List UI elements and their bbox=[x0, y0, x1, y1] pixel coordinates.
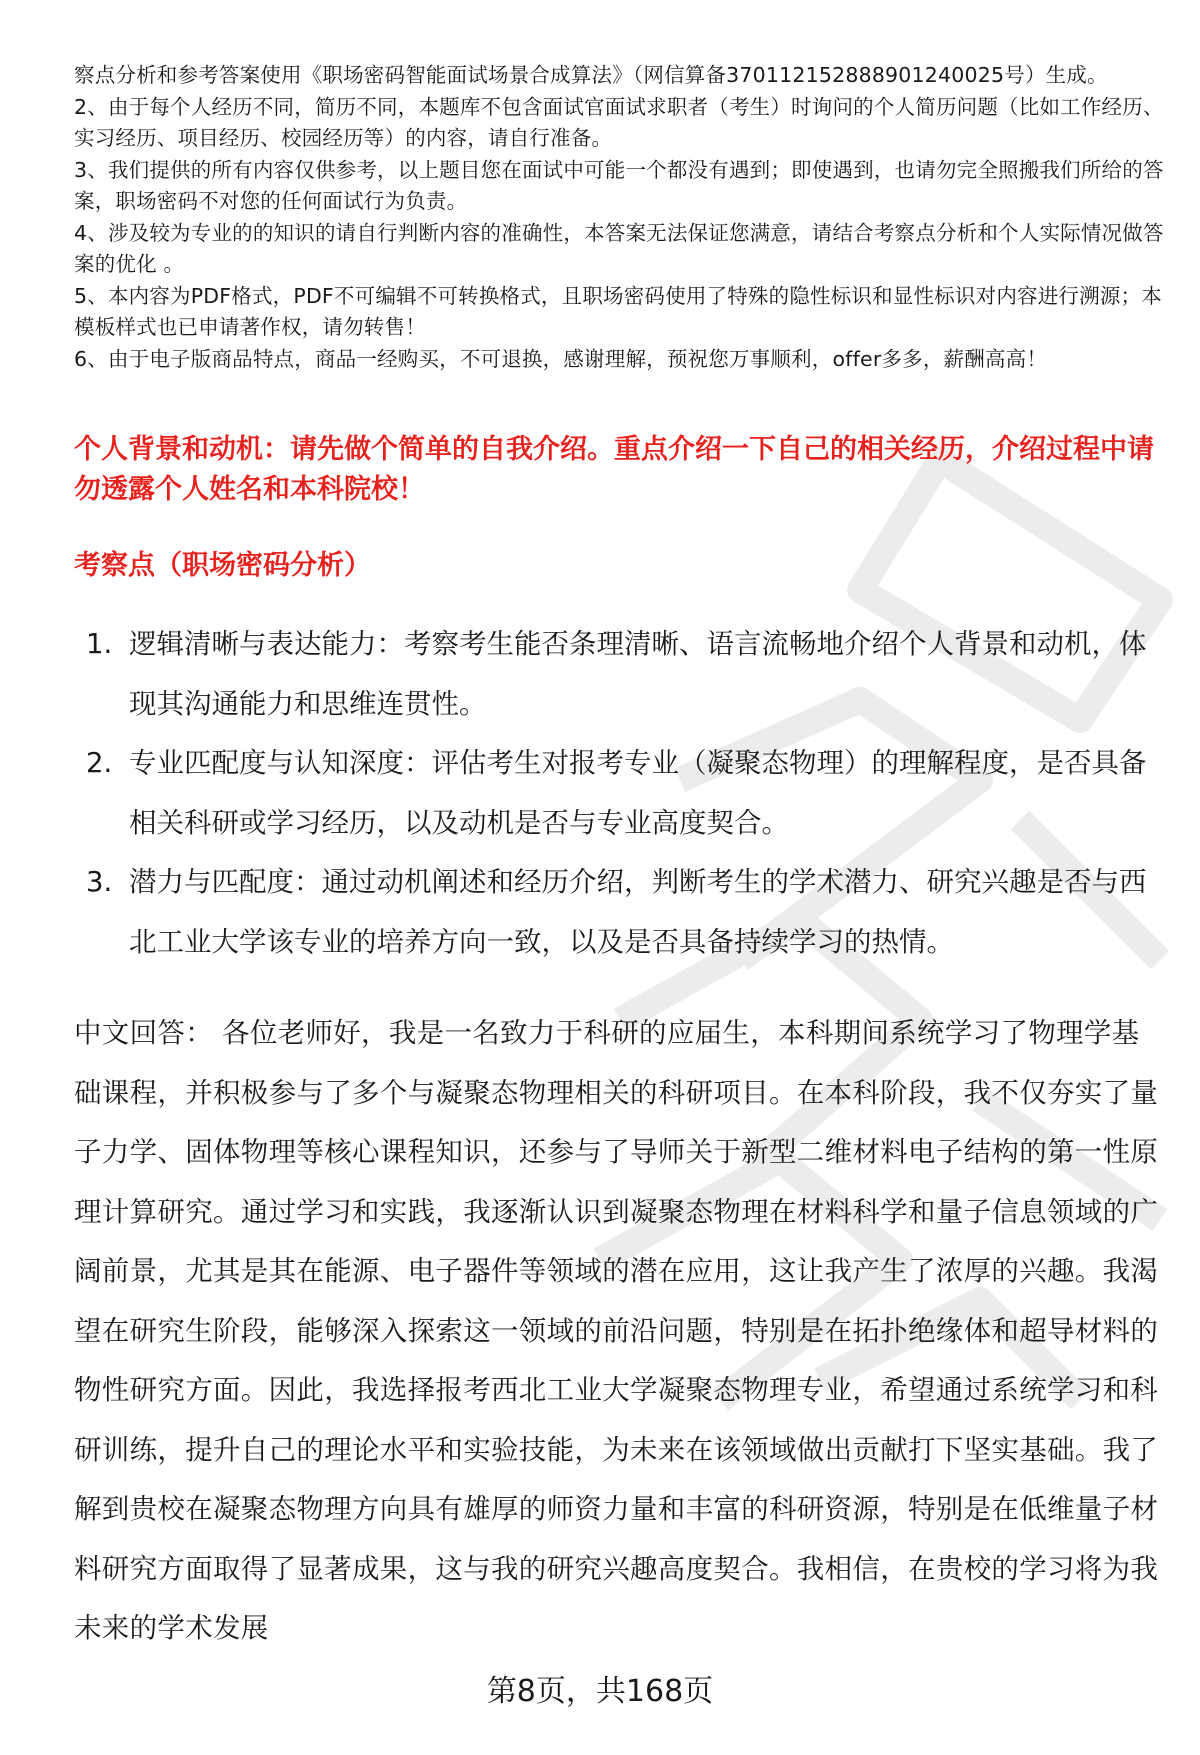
list-item-text: 专业匹配度与认知深度：评估考生对报考专业（凝聚态物理）的理解程度，是否具备相关科研或学习经历，以及动机是否与专业高度契合。 bbox=[129, 747, 1147, 839]
note-2: 2、由于每个人经历不同，简历不同，本题库不包含面试官面试求职者（考生）时询问的个人简历问题（比如工作经历、实习经历、项目经历、校园经历等）的内容，请自行准备。 bbox=[74, 94, 1164, 150]
note-5: 5、本内容为PDF格式，PDF不可编辑不可转换格式，且职场密码使用了特殊的隐性标识和显性标识对内容进行溯源；本模板样式也已申请著作权，请勿转售！ bbox=[74, 283, 1162, 339]
section-title: 考察点（职场密码分析） bbox=[74, 550, 371, 581]
page-number-footer: 第8页，共168页 bbox=[486, 1674, 714, 1709]
disclaimer-notes bbox=[74, 60, 1164, 375]
assessment-points bbox=[86, 615, 1166, 972]
list-item-number: 2. bbox=[86, 747, 113, 779]
note-1: 察点分析和参考答案使用《职场密码智能面试场景合成算法》（网信算备370112152888901240025号）生成。 bbox=[74, 63, 1108, 87]
list-item bbox=[86, 734, 1166, 853]
question-heading: 个人背景和动机：请先做个简单的自我介绍。重点介绍一下自己的相关经历，介绍过程中请勿透露个人姓名和本科院校！ bbox=[74, 434, 1154, 505]
note-3: 3、我们提供的所有内容仅供参考，以上题目您在面试中可能一个都没有遇到；即使遇到，也请勿完全照搬我们所给的答案，职场密码不对您的任何面试行为负责。 bbox=[74, 157, 1164, 213]
list-item-number: 1. bbox=[86, 628, 113, 660]
note-6: 6、由于电子版商品特点，商品一经购买，不可退换，感谢理解，预祝您万事顺利，offer多多，薪酬高高！ bbox=[74, 346, 1048, 371]
note-4: 4、涉及较为专业的的知识的请自行判断内容的准确性，本答案无法保证您满意，请结合考察点分析和个人实际情况做答案的优化 。 bbox=[74, 220, 1164, 276]
list-item bbox=[86, 853, 1166, 972]
list-item bbox=[86, 615, 1166, 734]
answer-paragraph: 中文回答： 各位老师好，我是一名致力于科研的应届生，本科期间系统学习了物理学基础课程，并积极参与了多个与凝聚态物理相关的科研项目。在本科阶段，我不仅夯实了量子力学、固体物理等核心课程知识，还参与了导师关于新型二维材料电子结构的第一性原理计算研究。通过学习和实践，我逐渐认识到凝聚态物理在材料科学和量子信息领域的广阔前景，尤其是其在能源、电子器件等领域的潜在应用，这让我产生了浓厚的兴趣。我渴望在研究生阶段，能够深入探索这一领域的前沿问题，特别是在拓扑绝缘体和超导材料的物性研究方面。因此，我选择报考西北工业大学凝聚态物理专业，希望通过系统学习和科研训练，提升自己的理论水平和实验技能，为未来在该领域做出贡献打下坚实基础。我了解到贵校在凝聚态物理方向具有雄厚的师资力量和丰富的科研资源，特别是在低维量子材料研究方面取得了显著成果，这与我的研究兴趣高度契合。我相信，在贵校的学习将为我未来的学术发展 bbox=[74, 1017, 1159, 1644]
list-item-number: 3. bbox=[86, 866, 113, 898]
list-item-text: 逻辑清晰与表达能力：考察考生能否条理清晰、语言流畅地介绍个人背景和动机，体现其沟通能力和思维连贯性。 bbox=[129, 628, 1147, 720]
list-item-text: 潜力与匹配度：通过动机阐述和经历介绍，判断考生的学术潜力、研究兴趣是否与西北工业大学该专业的培养方向一致，以及是否具备持续学习的热情。 bbox=[129, 866, 1147, 958]
